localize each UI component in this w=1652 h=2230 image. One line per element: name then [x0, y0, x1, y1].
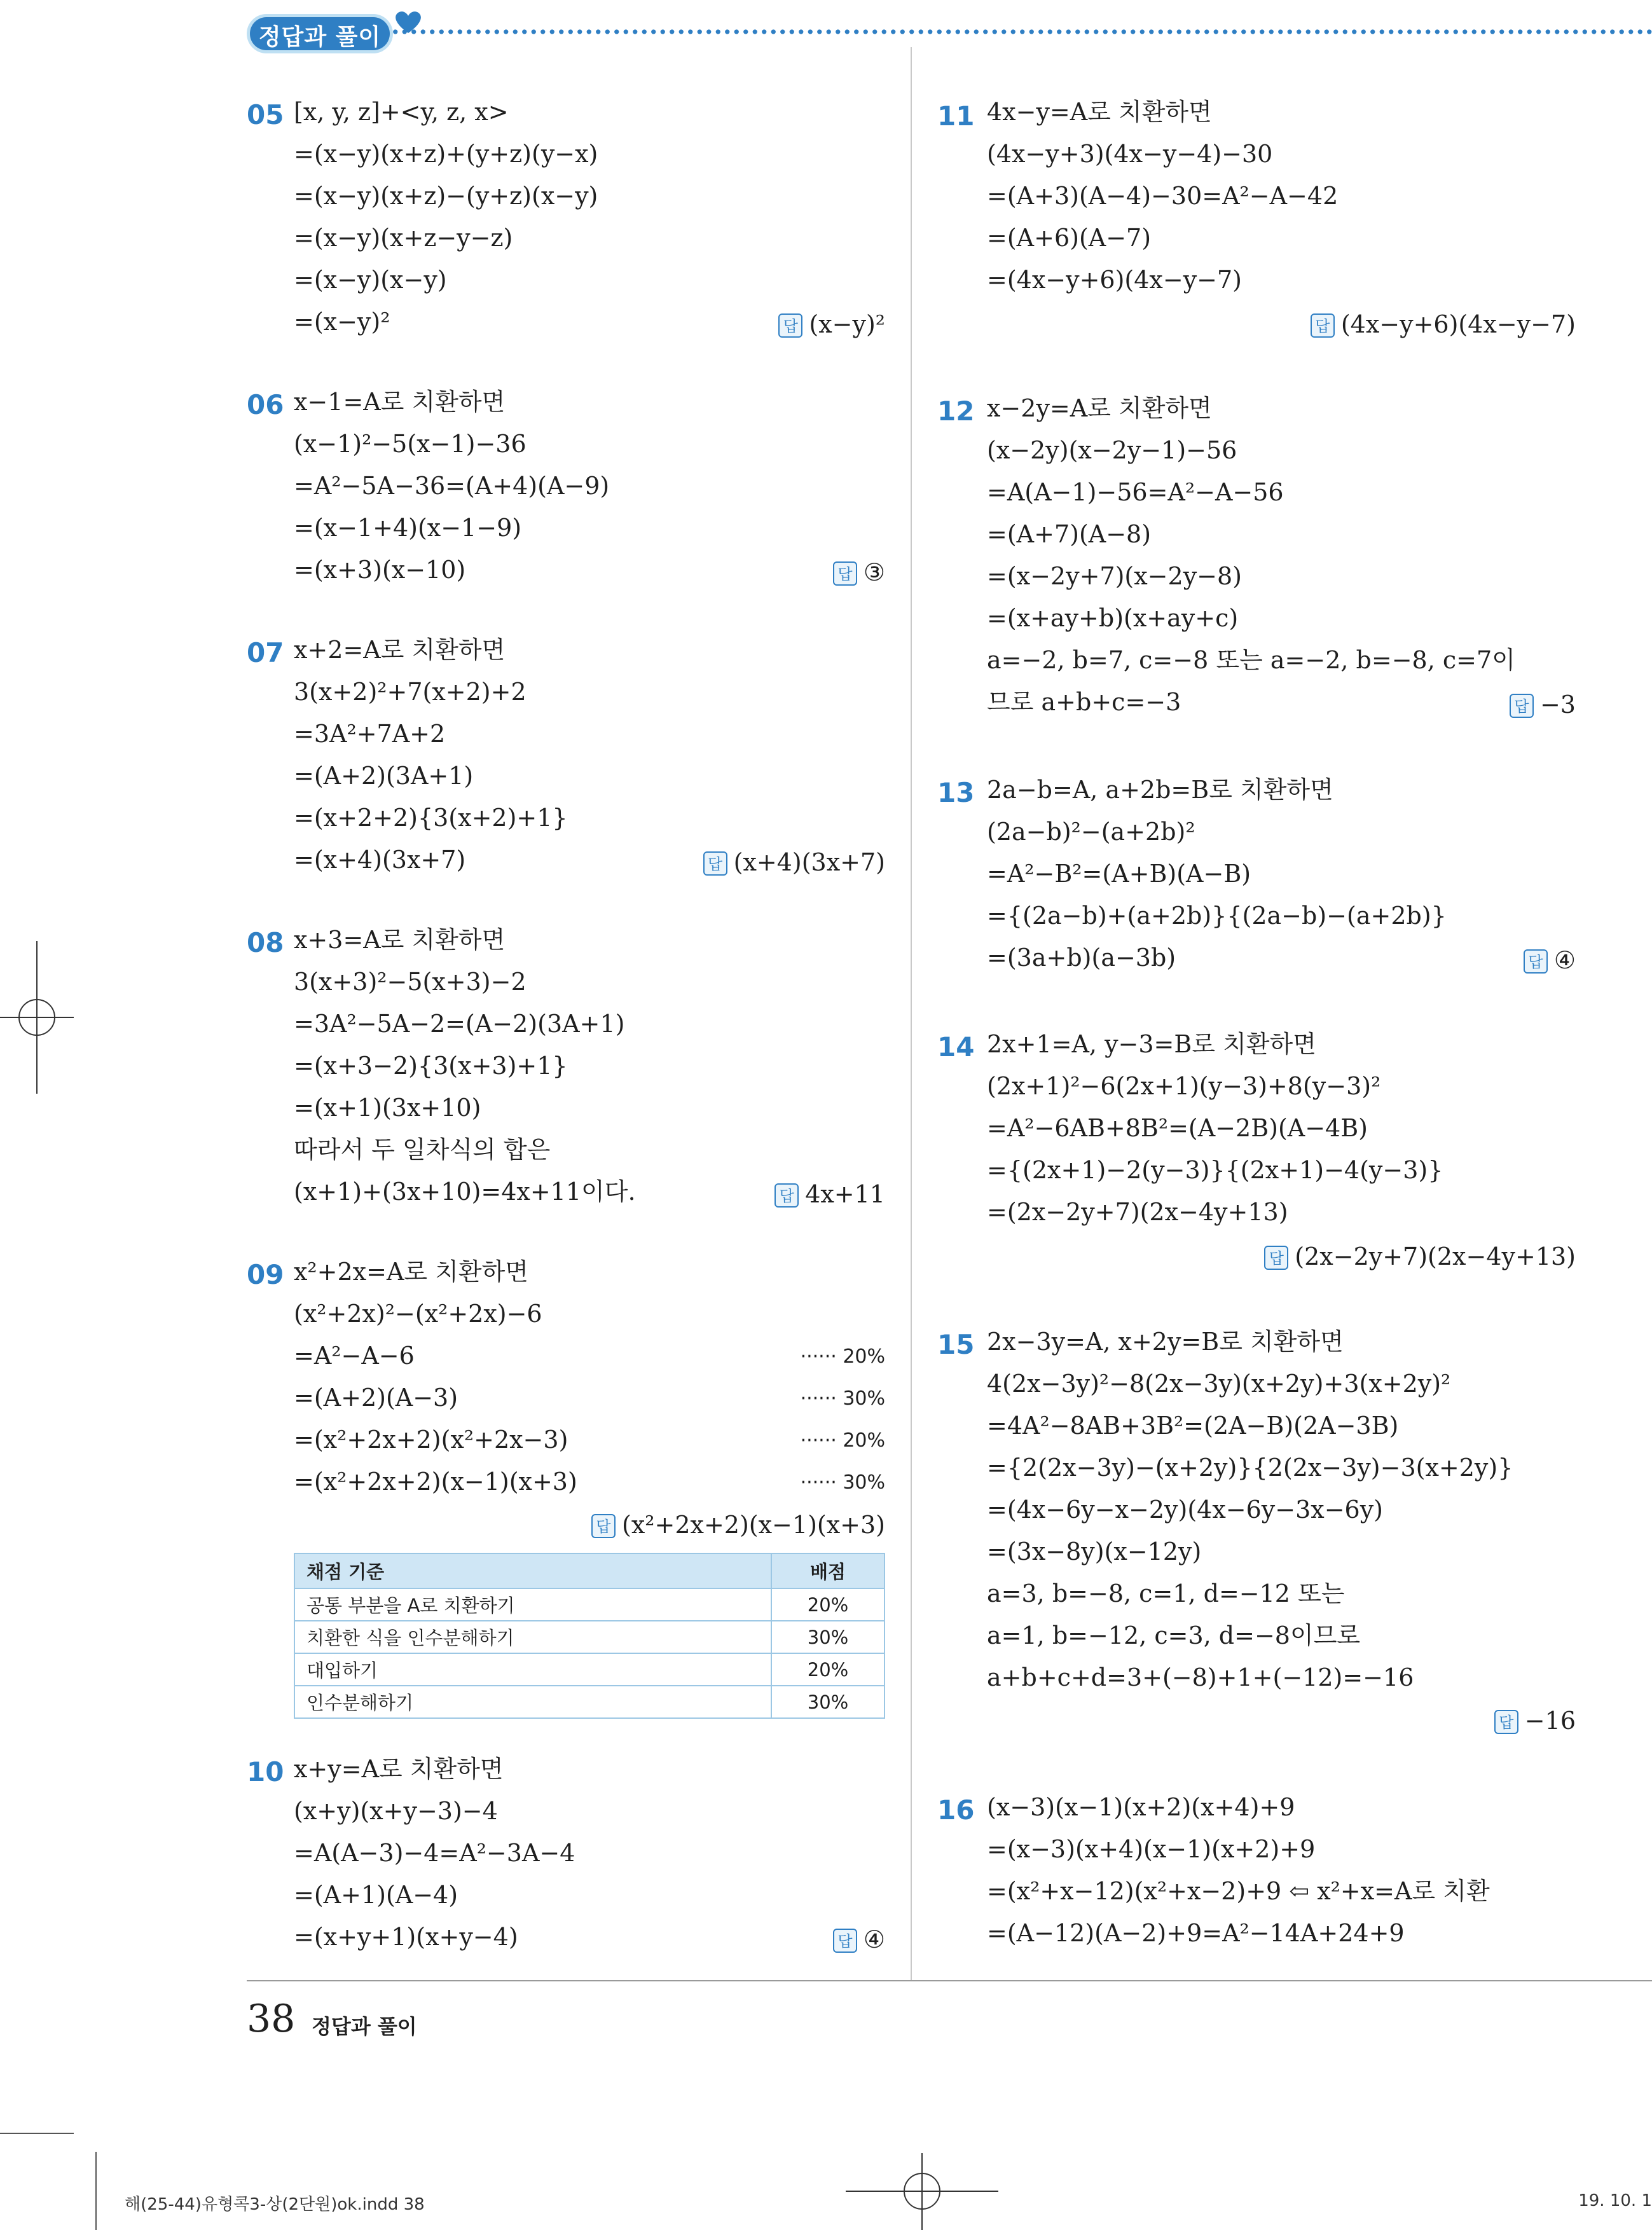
- problem-number: 12: [937, 396, 975, 427]
- solution-line: =(A+2)(3A+1): [294, 762, 474, 790]
- solution-line: 따라서 두 일차식의 합은: [294, 1136, 551, 1164]
- solution-line: =A²−6AB+8B²=(A−2B)(A−4B): [987, 1114, 1368, 1142]
- solution-line: =(x−2y+7)(x−2y−8): [987, 562, 1242, 590]
- solution-line: =(x+1)(3x+10): [294, 1094, 481, 1122]
- header-logo-text: 정답과 풀이: [258, 24, 382, 50]
- answer-value: (x+4)(3x+7): [733, 848, 885, 876]
- solution-line: x²+2x=A로 치환하면: [294, 1258, 529, 1286]
- answer: [591, 1510, 885, 1540]
- answer: [774, 1179, 885, 1209]
- solution-line: x+y=A로 치환하면: [294, 1755, 504, 1783]
- solution-line: =3A²−5A−2=(A−2)(3A+1): [294, 1010, 625, 1038]
- solution-line: x−2y=A로 치환하면: [987, 394, 1212, 422]
- solution-line: =(4x−6y−x−2y)(4x−6y−3x−6y): [987, 1496, 1384, 1524]
- solution-line: 3(x+3)²−5(x+3)−2: [294, 968, 527, 996]
- solution-line: =(x−1+4)(x−1−9): [294, 514, 522, 542]
- answer-value: (x²+2x+2)(x−1)(x+3): [622, 1511, 885, 1539]
- column-divider: [911, 47, 912, 1980]
- score-mark: ······ 30%: [800, 1471, 885, 1494]
- problem-number: 06: [247, 389, 284, 420]
- problem-number: 10: [247, 1756, 284, 1787]
- solution-line: =(x²+2x+2)(x−1)(x+3): [294, 1468, 577, 1496]
- trim-mark: [0, 2133, 74, 2134]
- solution-line: =A²−5A−36=(A+4)(A−9): [294, 472, 610, 500]
- solution-line: =(x+3)(x−10): [294, 556, 466, 584]
- score-mark: ······ 20%: [800, 1346, 885, 1368]
- problem-number: 15: [937, 1329, 975, 1360]
- answer: [1524, 945, 1576, 975]
- table-row: [294, 1621, 885, 1653]
- solution-line: =(A+2)(A−3): [294, 1384, 458, 1412]
- problem-number: 09: [247, 1259, 284, 1290]
- solution-line: =A(A−1)−56=A²−A−56: [987, 478, 1284, 506]
- file-slug: 해(25-44)유형콕3-상(2단원)ok.indd 38: [125, 2195, 425, 2214]
- solution-line: =4A²−8AB+3B²=(2A−B)(2A−3B): [987, 1412, 1399, 1440]
- table-cell: 인수분해하기: [294, 1686, 771, 1718]
- score-mark: ······ 20%: [800, 1429, 885, 1452]
- solution-line: =3A²+7A+2: [294, 720, 446, 748]
- answer-value: −3: [1539, 691, 1576, 719]
- solution-line: =(x+2+2){3(x+2)+1}: [294, 804, 568, 832]
- solution-line: (4x−y+3)(4x−y−4)−30: [987, 140, 1273, 168]
- footer-title: 정답과 풀이: [312, 2014, 417, 2039]
- problem-number: 14: [937, 1031, 975, 1063]
- answer: [833, 557, 885, 588]
- solution-line: =(x+ay+b)(x+ay+c): [987, 604, 1239, 632]
- solution-line: (x+1)+(3x+10)=4x+11이다.: [294, 1178, 636, 1206]
- answer-badge: 답: [833, 1929, 857, 1953]
- table-cell: 30%: [771, 1686, 885, 1718]
- answer-badge: 답: [1311, 313, 1335, 338]
- solution-line: a=1, b=−12, c=3, d=−8이므로: [987, 1621, 1361, 1649]
- answer: [833, 1924, 885, 1955]
- problem-number: 11: [937, 100, 975, 132]
- answer-badge: 답: [1494, 1710, 1518, 1734]
- solution-line: x+2=A로 치환하면: [294, 636, 506, 664]
- solution-line: 2x+1=A, y−3=B로 치환하면: [987, 1030, 1316, 1058]
- registration-mark-bottom: [846, 2153, 998, 2230]
- answer-badge: 답: [1510, 694, 1534, 718]
- solution-line: 3(x+2)²+7(x+2)+2: [294, 678, 527, 706]
- answer-value: (4x−y+6)(4x−y−7): [1340, 310, 1576, 338]
- solution-line: =A²−B²=(A+B)(A−B): [987, 860, 1251, 888]
- solution-line: (2a−b)²−(a+2b)²: [987, 818, 1195, 846]
- table-cell: 20%: [771, 1588, 885, 1621]
- solution-line: 2x−3y=A, x+2y=B로 치환하면: [987, 1328, 1344, 1356]
- solution-line: =(A+7)(A−8): [987, 520, 1152, 548]
- answer: [1494, 1705, 1576, 1736]
- problem-number: 08: [247, 927, 284, 958]
- solution-line: 2a−b=A, a+2b=B로 치환하면: [987, 776, 1333, 804]
- solution-line: =(A+1)(A−4): [294, 1881, 458, 1909]
- problem-number: 16: [937, 1794, 975, 1826]
- header-logo: [247, 10, 393, 55]
- date-slug: 19. 10. 1: [1578, 2191, 1652, 2210]
- table-header-cell: 배점: [771, 1553, 885, 1588]
- solution-line: =(A+3)(A−4)−30=A²−A−42: [987, 182, 1339, 210]
- table-cell: 20%: [771, 1653, 885, 1686]
- solution-line: =(x+y+1)(x+y−4): [294, 1923, 518, 1951]
- grading-criteria-table: [294, 1553, 885, 1719]
- answer: [778, 309, 885, 340]
- answer-value: ③: [863, 558, 885, 586]
- solution-line: =(x−y)²: [294, 308, 390, 336]
- solution-line: 4(2x−3y)²−8(2x−3y)(x+2y)+3(x+2y)²: [987, 1370, 1451, 1398]
- registration-mark-left: [0, 941, 76, 1094]
- page-number: 38: [247, 1997, 296, 2041]
- solution-line: =(A−12)(A−2)+9=A²−14A+24+9: [987, 1919, 1405, 1947]
- solution-line: =(x−y)(x−y): [294, 266, 447, 294]
- solution-line: =(x−y)(x+z)+(y+z)(y−x): [294, 140, 598, 168]
- problem-number: 05: [247, 99, 284, 130]
- table-row: [294, 1588, 885, 1621]
- solution-line: a=3, b=−8, c=1, d=−12 또는: [987, 1580, 1345, 1607]
- solution-line: (x+y)(x+y−3)−4: [294, 1797, 498, 1825]
- table-cell: 대입하기: [294, 1653, 771, 1686]
- solution-line: =(4x−y+6)(4x−y−7): [987, 266, 1242, 294]
- header-dotted-rule: [382, 29, 1652, 34]
- solution-line: ={2(2x−3y)−(x+2y)}{2(2x−3y)−3(x+2y)}: [987, 1454, 1513, 1482]
- solution-line: =A²−A−6: [294, 1342, 415, 1370]
- solution-line: a+b+c+d=3+(−8)+1+(−12)=−16: [987, 1663, 1414, 1691]
- table-cell: 30%: [771, 1621, 885, 1653]
- solution-line: =(x²+x−12)(x²+x−2)+9 ⇦ x²+x=A로 치환: [987, 1877, 1490, 1905]
- table-header-cell: 채점 기준: [294, 1553, 771, 1588]
- answer-badge: 답: [591, 1514, 616, 1538]
- answer-badge: 답: [833, 561, 857, 586]
- solution-line: =(2x−2y+7)(2x−4y+13): [987, 1198, 1288, 1226]
- solution-line: 4x−y=A로 치환하면: [987, 98, 1212, 126]
- answer-badge: 답: [703, 851, 727, 876]
- answer-value: 4x+11: [805, 1180, 885, 1208]
- table-cell: 치환한 식을 인수분해하기: [294, 1621, 771, 1653]
- solution-line: =(x+4)(3x+7): [294, 846, 466, 874]
- solution-line: =(x+3−2){3(x+3)+1}: [294, 1052, 568, 1080]
- table-row: [294, 1686, 885, 1718]
- solution-line: =(x²+2x+2)(x²+2x−3): [294, 1426, 568, 1454]
- solution-line: (x−2y)(x−2y−1)−56: [987, 436, 1237, 464]
- answer-badge: 답: [1264, 1246, 1288, 1270]
- table-row: [294, 1653, 885, 1686]
- solution-line: ={(2x+1)−2(y−3)}{(2x+1)−4(y−3)}: [987, 1156, 1443, 1184]
- table-cell: 공통 부분을 A로 치환하기: [294, 1588, 771, 1621]
- trim-mark: [95, 2152, 97, 2230]
- solution-line: x−1=A로 치환하면: [294, 388, 506, 416]
- answer: [1264, 1241, 1576, 1272]
- solution-line: (2x+1)²−6(2x+1)(y−3)+8(y−3)²: [987, 1072, 1381, 1100]
- solution-line: =(x−3)(x+4)(x−1)(x+2)+9: [987, 1835, 1316, 1863]
- solution-line: x+3=A로 치환하면: [294, 926, 506, 954]
- solution-line: =(A+6)(A−7): [987, 224, 1152, 252]
- answer: [1510, 689, 1576, 720]
- answer-value: ④: [1553, 946, 1576, 974]
- answer-badge: 답: [1524, 949, 1548, 974]
- solution-line: [x, y, z]+<y, z, x>: [294, 98, 509, 126]
- answer-value: ④: [863, 1925, 885, 1953]
- solution-line: (x²+2x)²−(x²+2x)−6: [294, 1300, 542, 1328]
- solution-line: a=−2, b=7, c=−8 또는 a=−2, b=−8, c=7이: [987, 646, 1515, 674]
- answer-value: (x−y)²: [809, 310, 885, 338]
- solution-line: =(3a+b)(a−3b): [987, 944, 1176, 972]
- solution-line: (x−1)²−5(x−1)−36: [294, 430, 527, 458]
- answer-badge: 답: [774, 1183, 799, 1208]
- answer: [703, 847, 885, 878]
- answer-value: −16: [1524, 1707, 1576, 1735]
- solution-line: =(x−y)(x+z)−(y+z)(x−y): [294, 182, 598, 210]
- problem-number: 07: [247, 637, 284, 668]
- solution-line: 므로 a+b+c=−3: [987, 688, 1181, 716]
- solution-line: ={(2a−b)+(a+2b)}{(2a−b)−(a+2b)}: [987, 902, 1447, 930]
- answer-value: (2x−2y+7)(2x−4y+13): [1295, 1242, 1576, 1270]
- footer-rule: [247, 1980, 1652, 1981]
- table-header-row: [294, 1553, 885, 1588]
- score-mark: ······ 30%: [800, 1387, 885, 1410]
- solution-line: =(3x−8y)(x−12y): [987, 1538, 1202, 1566]
- solution-line: (x−3)(x−1)(x+2)(x+4)+9: [987, 1793, 1295, 1821]
- solution-line: =A(A−3)−4=A²−3A−4: [294, 1839, 575, 1867]
- answer-badge: 답: [778, 313, 802, 338]
- solution-line: =(x−y)(x+z−y−z): [294, 224, 513, 252]
- answer: [1311, 309, 1576, 340]
- problem-number: 13: [937, 777, 975, 808]
